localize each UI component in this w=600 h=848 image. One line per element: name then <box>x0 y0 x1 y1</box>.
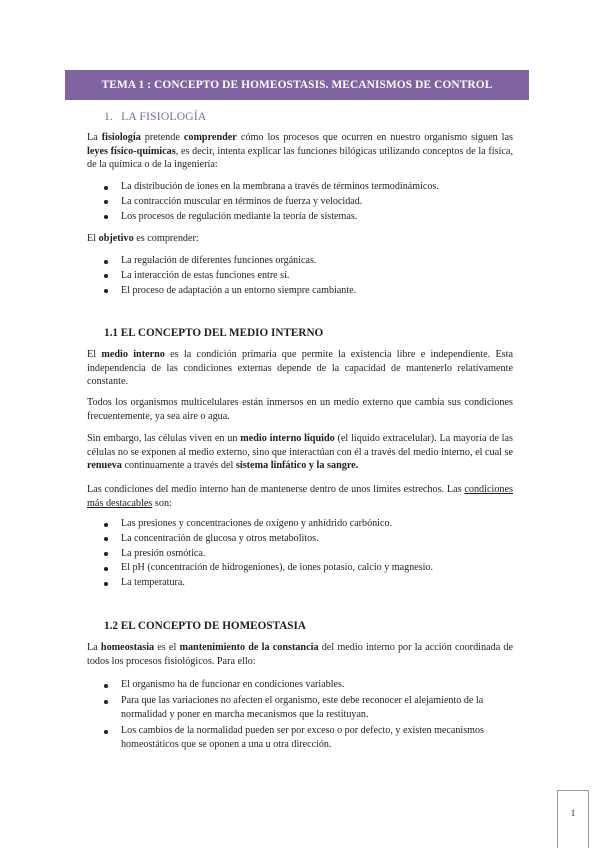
paragraph-homeostasia <box>87 641 513 668</box>
paragraph-organismos <box>87 396 513 423</box>
subsection-heading-medio-interno: 1.1 EL CONCEPTO DEL MEDIO INTERNO <box>104 327 324 339</box>
list-item: La concentración de glucosa y otros metabolitos. <box>87 532 513 547</box>
section-heading-fisiologia <box>104 110 206 123</box>
section-number: 1. <box>104 110 114 123</box>
list-item: El pH (concentración de hidrogeniones), de iones potasio, calcio y magnesio. <box>87 561 513 576</box>
bold-text: objetivo <box>98 233 134 244</box>
list-item: Los procesos de regulación mediante la teoría de sistemas. <box>87 210 513 225</box>
list-item: La distribución de iones en la membrana a través de términos termodinámicos. <box>87 180 513 195</box>
underlined-text: condiciones más destacables <box>87 484 513 509</box>
list-item: La presión osmótica. <box>87 547 513 562</box>
text: es comprender: <box>133 233 199 244</box>
text: Las condiciones del medio interno han de mantenerse dentro de unos límites estrechos. Las <box>87 484 465 495</box>
text: , es decir, intenta explicar las funciones bilógicas utilizando conceptos de la física, de la química o de la ingeniería: <box>87 145 513 171</box>
bullet-list-homeostasia <box>87 678 513 754</box>
bullet-list-fisiologia <box>87 180 513 224</box>
bullet-list-objetivo <box>87 254 513 298</box>
bold-text: fisiología <box>101 132 141 143</box>
list-item: La interacción de estas funciones entre sí. <box>87 269 513 284</box>
bold-text: leyes físico-químicas <box>87 145 176 157</box>
list-item: Las presiones y concentraciones de oxígeno y anhídrido carbónico. <box>87 517 513 532</box>
page-number: 1 <box>570 808 576 818</box>
text: Sin embargo, las células viven en un <box>87 433 241 444</box>
list-item: La temperatura. <box>87 576 513 591</box>
list-item: El organismo ha de funcionar en condiciones variables. <box>87 678 513 691</box>
paragraph-celulas <box>87 432 513 473</box>
document-title: TEMA 1 : CONCEPTO DE HOMEOSTASIS. MECANISMOS DE CONTROL <box>101 79 493 91</box>
subsection-heading-homeostasia: 1.2 EL CONCEPTO DE HOMEOSTASIA <box>104 620 306 632</box>
bold-text: mantenimiento de la constancia <box>179 642 319 653</box>
bold-text: medio interno líquido <box>240 433 335 444</box>
bullet-list-condiciones <box>87 517 513 591</box>
text: El <box>87 349 102 360</box>
paragraph-condiciones <box>87 483 513 510</box>
paragraph-objetivo <box>87 232 513 246</box>
bold-text: comprender <box>183 132 237 143</box>
list-item: Los cambios de la normalidad pueden ser por exceso o por defecto, y existen mecanismos homeostáticos que se oponen a una u otra dirección. <box>87 724 513 751</box>
paragraph-fisiologia-intro <box>87 131 513 172</box>
document-title-bar <box>65 70 529 100</box>
list-item: La regulación de diferentes funciones orgánicas. <box>87 254 513 269</box>
text: pretende <box>140 132 184 143</box>
section-title: LA FISIOLOGÍA <box>121 110 207 123</box>
list-item: La contracción muscular en términos de fuerza y velocidad. <box>87 195 513 210</box>
bold-text: medio interno <box>101 349 165 360</box>
bold-text: homeostasia <box>100 642 155 653</box>
bold-text: sistema linfático y la sangre. <box>235 460 359 472</box>
bold-text: renueva <box>87 460 122 472</box>
text: La <box>87 642 101 653</box>
text: continuamente a través del <box>121 460 236 472</box>
list-item: El proceso de adaptación a un entorno siempre cambiante. <box>87 284 513 299</box>
text: es el <box>154 642 180 653</box>
text: del medio interno por la acción coordinada de todos los procesos fisiológicos. Para ello: <box>87 642 514 667</box>
paragraph-medio-interno <box>87 348 513 389</box>
text: (el líquido extracelular). La mayoría de las células no se exponen al medio externo, sino que interactúan con él a través del medio interno, el cual se <box>87 433 513 458</box>
list-item: Para que las variaciones no afecten el organismo, este debe reconocer el alejamiento de la normalidad y poner en marcha mecanismos que la restituyan. <box>87 694 513 721</box>
text: es la condición primaria que permite la existencia libre e independiente. Esta independencia de las condiciones externas depende de la capacidad de mantenerlo relativamente constante. <box>87 349 513 388</box>
text: son: <box>152 497 172 509</box>
page-number-box <box>557 790 589 848</box>
text: Todos los organismos multicelulares están inmersos en un medio externo que cambia sus condiciones frecuentemente, ya sea aire o agua. <box>87 397 513 422</box>
text: La <box>87 132 102 143</box>
text: El <box>87 233 99 244</box>
text: cómo los procesos que ocurren en nuestro organismo siguen las <box>236 132 513 143</box>
